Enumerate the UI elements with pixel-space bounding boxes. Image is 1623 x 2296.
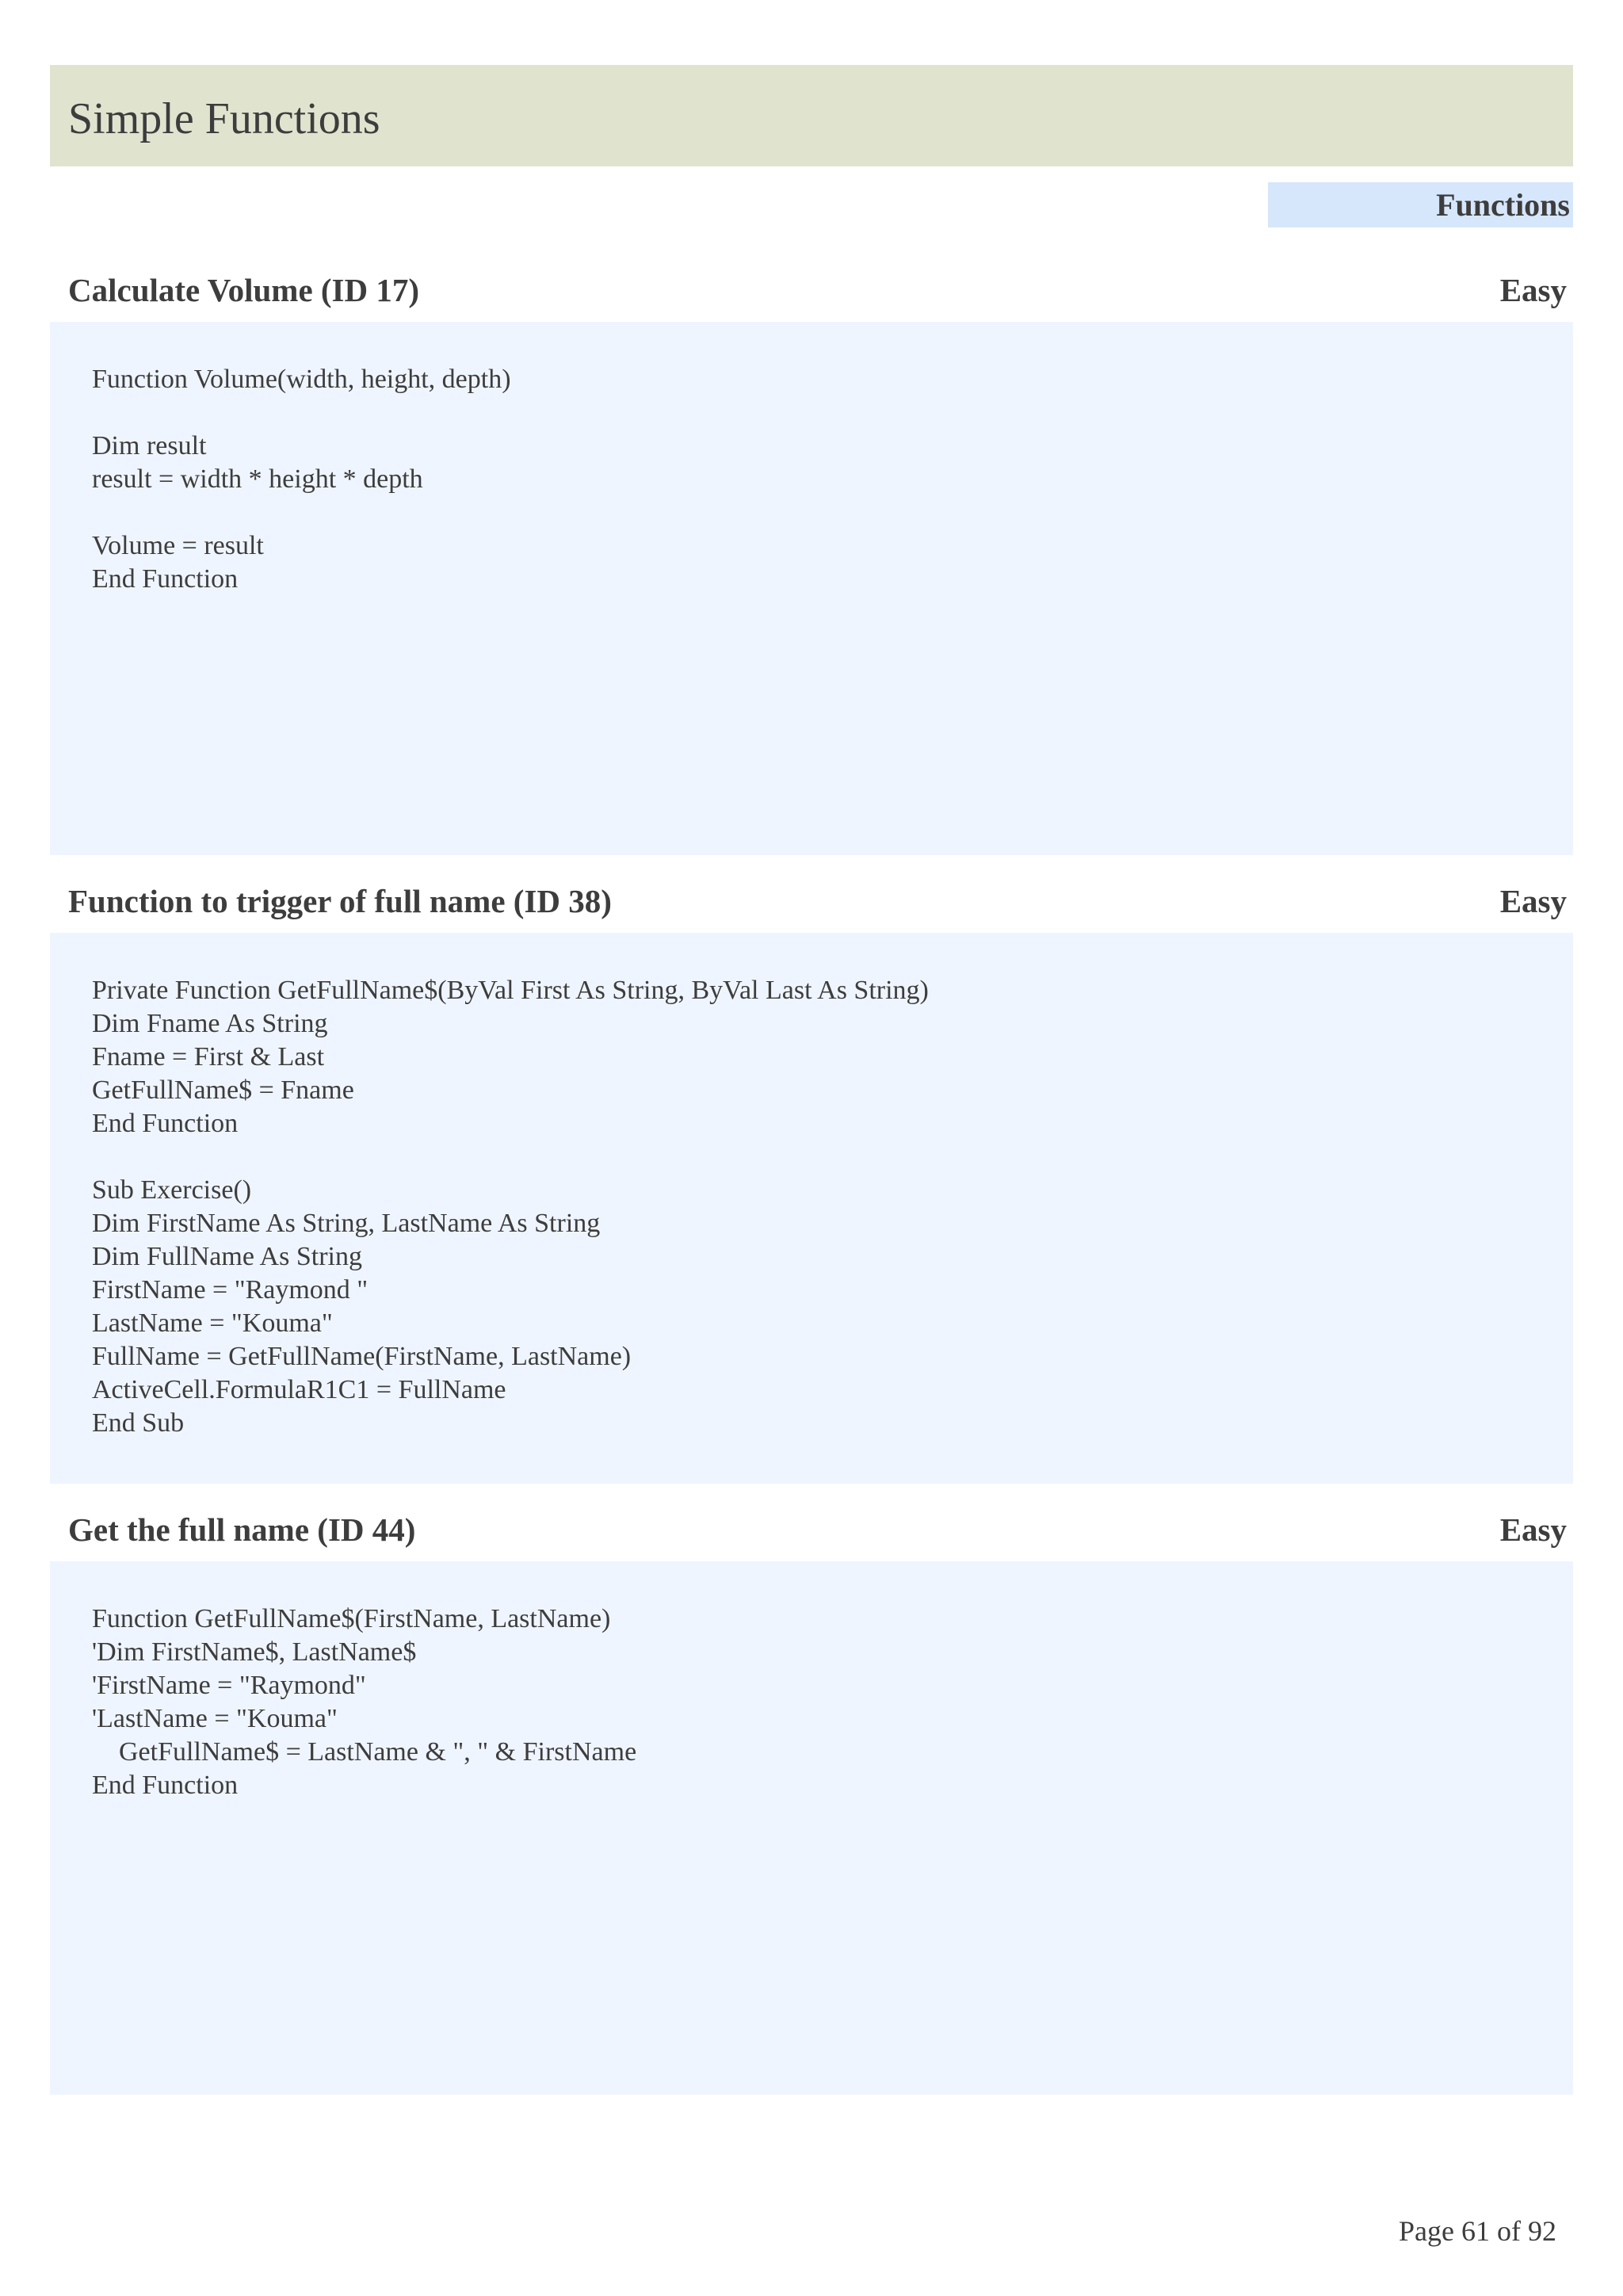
code-line: FullName = GetFullName(FirstName, LastName) xyxy=(92,1342,632,1371)
category-label: Functions xyxy=(1436,187,1570,223)
code-line: End Function xyxy=(92,1109,239,1138)
code-line: FirstName = "Raymond " xyxy=(92,1275,369,1305)
code-block xyxy=(50,1561,1573,2095)
code-line: Volume = result xyxy=(92,531,264,560)
code-line: ActiveCell.FormulaR1C1 = FullName xyxy=(92,1375,506,1404)
code-line: Dim FullName As String xyxy=(92,1242,362,1271)
code-line: 'FirstName = "Raymond" xyxy=(92,1671,366,1700)
code-line: GetFullName$ = Fname xyxy=(92,1075,354,1105)
exercise-title: Get the full name (ID 44) xyxy=(68,1511,416,1548)
difficulty-label: Easy xyxy=(1499,1511,1567,1548)
code-line: 'LastName = "Kouma" xyxy=(92,1704,338,1733)
code-line: LastName = "Kouma" xyxy=(92,1308,333,1338)
category-badge xyxy=(1268,182,1573,227)
code-line: Dim Fname As String xyxy=(92,1009,328,1038)
code-line: End Function xyxy=(92,1771,239,1800)
code-line: End Function xyxy=(92,564,239,594)
difficulty-label: Easy xyxy=(1499,272,1567,308)
code-line: GetFullName$ = LastName & ", " & FirstName xyxy=(92,1737,637,1767)
code-line: Fname = First & Last xyxy=(92,1042,325,1072)
code-line xyxy=(92,496,1573,529)
exercise-header xyxy=(50,877,1573,925)
code-line: 'Dim FirstName$, LastName$ xyxy=(92,1637,417,1667)
code-line: Sub Exercise() xyxy=(92,1175,252,1205)
code-block xyxy=(50,322,1573,855)
code-line: Private Function GetFullName$(ByVal First As String, ByVal Last As String) xyxy=(92,976,929,1005)
exercise-header xyxy=(50,266,1573,314)
code-line xyxy=(92,1140,1573,1174)
page-number: Page 61 of 92 xyxy=(1399,2215,1556,2247)
code-line: Function Volume(width, height, depth) xyxy=(92,365,511,394)
code-line: result = width * height * depth xyxy=(92,464,423,494)
code-line xyxy=(92,396,1573,430)
code-block xyxy=(50,933,1573,1484)
title-bar xyxy=(50,65,1573,166)
code-line: End Sub xyxy=(92,1408,185,1438)
code-line: Dim result xyxy=(92,431,207,460)
difficulty-label: Easy xyxy=(1499,883,1567,919)
code-line: Function GetFullName$(FirstName, LastName) xyxy=(92,1604,611,1633)
exercise-header xyxy=(50,1506,1573,1553)
page-title: Simple Functions xyxy=(68,94,380,143)
exercise-title: Calculate Volume (ID 17) xyxy=(68,272,420,308)
exercise-title: Function to trigger of full name (ID 38) xyxy=(68,883,612,919)
code-line: Dim FirstName As String, LastName As String xyxy=(92,1209,601,1238)
